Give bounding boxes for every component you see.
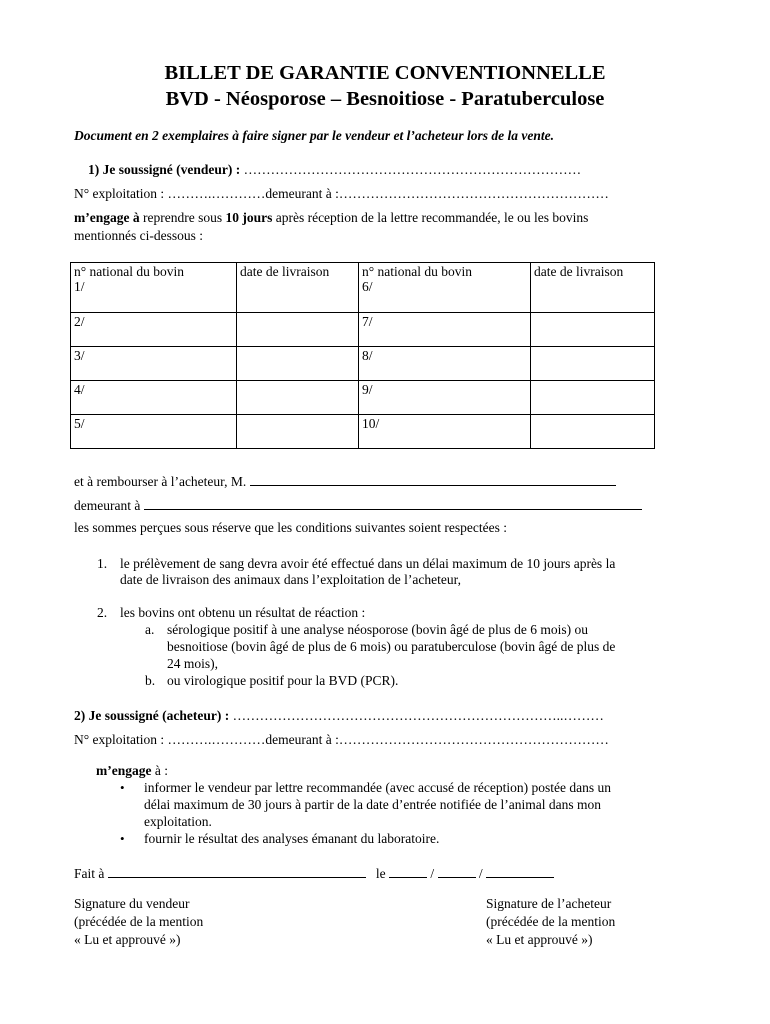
vendeur-engage-bold: m’engage à: [74, 210, 140, 225]
vendeur-engage-text1: reprendre sous: [142, 210, 223, 225]
rembourser-line: [74, 472, 616, 490]
fait-lieu-field[interactable]: [108, 864, 366, 878]
header-date-right: date de livraison: [534, 264, 624, 279]
row-number: 7/: [362, 314, 373, 329]
table-cell[interactable]: [531, 415, 655, 449]
row-number: 4/: [74, 382, 85, 397]
acheteur-soussigne-field[interactable]: ………………………………………………………………..………: [232, 708, 604, 723]
vendeur-line: [88, 162, 581, 178]
document-title: BILLET DE GARANTIE CONVENTIONNELLE: [164, 62, 606, 84]
acheteur-engage-bold: m’engage: [96, 763, 152, 778]
table-row: [71, 381, 655, 415]
fait-line: [74, 864, 554, 882]
table-cell[interactable]: [237, 415, 359, 449]
table-cell[interactable]: [237, 381, 359, 415]
table-cell[interactable]: [359, 263, 531, 313]
condition-number: 2.: [97, 605, 108, 620]
subcondition-letter: a.: [145, 622, 155, 637]
acheteur-exploitation-line: [74, 732, 609, 748]
acheteur-bullet-text: informer le vendeur par lettre recommandée (avec accusé de réception) postée dans un: [144, 780, 612, 795]
subcondition-text: 24 mois),: [167, 656, 219, 671]
condition-text: date de livraison des animaux dans l’exploitation de l’acheteur,: [120, 572, 461, 587]
table-row: [71, 415, 655, 449]
rembourser-conditions-intro: les sommes perçues sous réserve que les conditions suivantes soient respectées :: [74, 520, 508, 535]
table-cell[interactable]: [71, 381, 237, 415]
acheteur-engage-suffix: à :: [154, 763, 168, 778]
acheteur-label: 2) Je soussigné (acheteur) :: [74, 708, 230, 723]
date-year-field[interactable]: [486, 864, 554, 878]
condition-text: les bovins ont obtenu un résultat de réaction :: [120, 605, 366, 620]
table-cell[interactable]: [71, 313, 237, 347]
acheteur-exploitation-field[interactable]: ……….…………: [167, 732, 266, 747]
acheteur-bullet-text: exploitation.: [144, 814, 212, 829]
vendeur-demeurant-field[interactable]: ……………………………………………………: [338, 186, 609, 201]
header-bovin-right: n° national du bovin: [362, 264, 473, 279]
table-cell[interactable]: [359, 415, 531, 449]
table-row: [71, 263, 655, 313]
table-cell[interactable]: [531, 381, 655, 415]
document-subtitle: BVD - Néosporose – Besnoitiose - Paratuberculose: [165, 88, 605, 110]
rembourser-label: et à rembourser à l’acheteur, M.: [74, 474, 247, 489]
date-day-field[interactable]: [389, 864, 427, 878]
vendeur-engage-text2: après réception de la lettre recommandée, le ou les bovins: [275, 210, 589, 225]
table-cell[interactable]: [71, 415, 237, 449]
vendeur-engage-days: 10 jours: [225, 210, 273, 225]
bovins-table: [70, 262, 655, 449]
vendeur-engage-line2: mentionnés ci-dessous :: [74, 228, 203, 243]
signature-vendeur-lu: « Lu et approuvé »): [74, 932, 181, 947]
acheteur-line: [74, 708, 604, 724]
vendeur-demeurant-label: demeurant à :: [265, 186, 339, 201]
rembourser-demeurant-line: [74, 496, 642, 514]
fait-le-label: le: [375, 866, 386, 881]
row-number: 1/: [74, 279, 85, 294]
subcondition-text: ou virologique positif pour la BVD (PCR).: [167, 673, 399, 688]
acheteur-bullet-text: fournir le résultat des analyses émanant du laboratoire.: [144, 831, 440, 846]
row-number: 8/: [362, 348, 373, 363]
table-cell[interactable]: [237, 347, 359, 381]
row-number: 10/: [362, 416, 380, 431]
date-separator: /: [478, 866, 483, 881]
signature-vendeur-mention: (précédée de la mention: [74, 914, 204, 929]
signature-acheteur-mention: (précédée de la mention: [486, 914, 616, 929]
table-cell[interactable]: [71, 347, 237, 381]
bullet-icon: •: [120, 780, 125, 795]
acheteur-engage-line: [96, 763, 168, 779]
table-cell[interactable]: [531, 263, 655, 313]
table-cell[interactable]: [237, 313, 359, 347]
table-cell[interactable]: [531, 347, 655, 381]
header-date-left: date de livraison: [240, 264, 330, 279]
table-cell[interactable]: [237, 263, 359, 313]
acheteur-exploitation-label: N° exploitation :: [74, 732, 165, 747]
vendeur-name-field[interactable]: …………………………………………………………………: [243, 162, 582, 177]
table-cell[interactable]: [359, 381, 531, 415]
subcondition-letter: b.: [145, 673, 156, 688]
table-cell[interactable]: [359, 347, 531, 381]
date-separator: /: [430, 866, 435, 881]
condition-number: 1.: [97, 556, 108, 571]
signature-acheteur-title: Signature de l’acheteur: [486, 896, 612, 911]
row-number: 9/: [362, 382, 373, 397]
bullet-icon: •: [120, 831, 125, 846]
vendeur-engage-line: [74, 210, 588, 226]
intro-text: Document en 2 exemplaires à faire signer par le vendeur et l’acheteur lors de la vente.: [74, 128, 554, 143]
fait-label: Fait à: [74, 866, 105, 881]
table-cell[interactable]: [359, 313, 531, 347]
acheteur-demeurant-field[interactable]: ……………………………………………………: [338, 732, 609, 747]
acheteur-bullet-text: délai maximum de 30 jours à partir de la date d’entrée notifiée de l’animal dans mon: [144, 797, 601, 812]
row-number: 2/: [74, 314, 85, 329]
table-row: [71, 313, 655, 347]
condition-text: le prélèvement de sang devra avoir été effectué dans un délai maximum de 10 jours après la: [120, 556, 616, 571]
table-row: [71, 347, 655, 381]
signature-acheteur-lu: « Lu et approuvé »): [486, 932, 593, 947]
row-number: 6/: [362, 279, 373, 294]
row-number: 3/: [74, 348, 85, 363]
row-number: 5/: [74, 416, 85, 431]
vendeur-label: 1) Je soussigné (vendeur) :: [88, 162, 241, 177]
vendeur-exploitation-field[interactable]: ……….…………: [167, 186, 266, 201]
date-month-field[interactable]: [438, 864, 476, 878]
acheteur-name-field[interactable]: [250, 472, 616, 486]
vendeur-exploitation-label: N° exploitation :: [74, 186, 165, 201]
acheteur-address-field[interactable]: [144, 496, 642, 510]
acheteur-demeurant-label: demeurant à :: [265, 732, 339, 747]
table-cell[interactable]: [71, 263, 237, 313]
table-cell[interactable]: [531, 313, 655, 347]
rembourser-demeurant-label: demeurant à: [74, 498, 141, 513]
subcondition-text: sérologique positif à une analyse néosporose (bovin âgé de plus de 6 mois) ou: [167, 622, 589, 637]
vendeur-exploitation-line: [74, 186, 609, 202]
header-bovin-left: n° national du bovin: [74, 264, 185, 279]
subcondition-text: besnoitiose (bovin âgé de plus de 6 mois) ou paratuberculose (bovin âgé de plus de: [167, 639, 616, 654]
signature-vendeur-title: Signature du vendeur: [74, 896, 190, 911]
